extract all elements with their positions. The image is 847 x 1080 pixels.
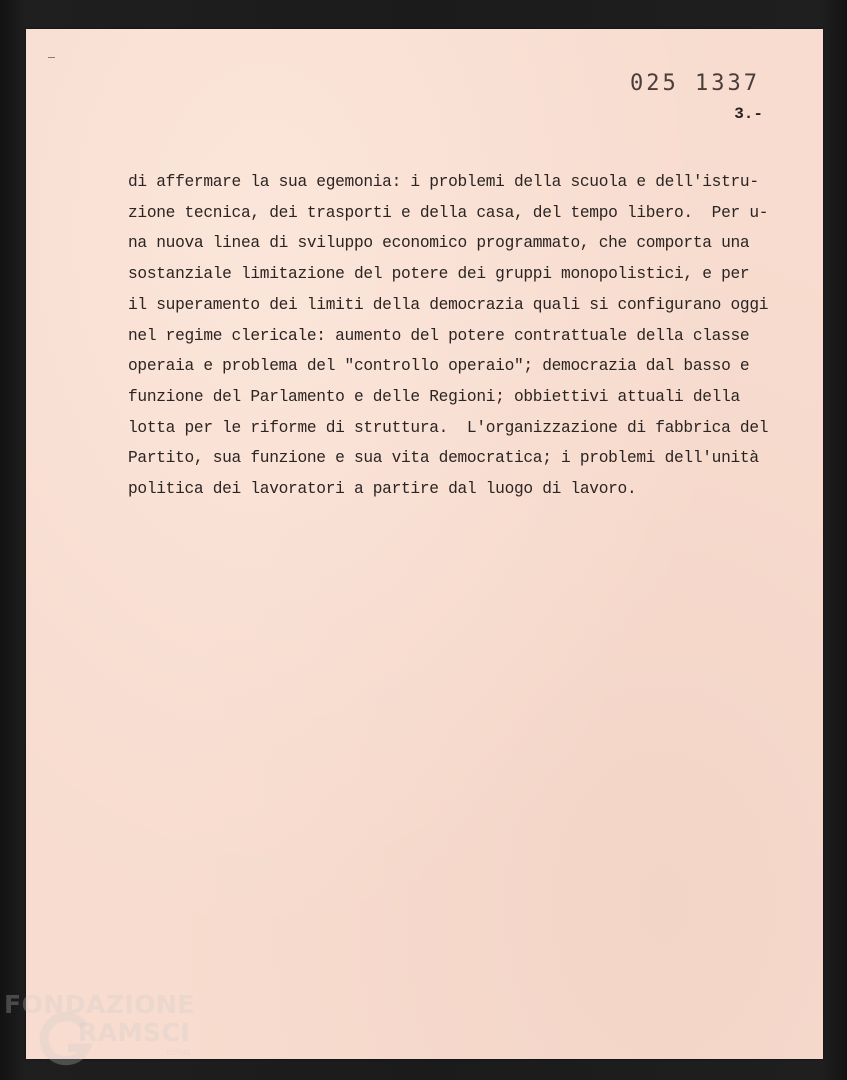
watermark-suffix: onlus [166, 1048, 191, 1058]
text-line: di affermare la sua egemonia: i problemi della scuola e dell'istru- [128, 173, 759, 191]
text-line: na nuova linea di sviluppo economico programmato, che comporta una [128, 234, 750, 253]
fondazione-gramsci-watermark [4, 990, 214, 1070]
archive-number: 025 1337 [630, 71, 760, 96]
text-line: funzione del Parlamento e delle Regioni; obbiettivi attuali della [128, 387, 740, 406]
text-line: nel regime clericale: aumento del potere contrattuale della classe [128, 326, 750, 345]
watermark-line2: RAMSCI [78, 1018, 191, 1047]
watermark-line1: FONDAZIONE [4, 990, 196, 1019]
text-line: Partito, sua funzione e sua vita democratica; i problemi dell'unità [128, 449, 759, 468]
corner-mark [48, 57, 55, 58]
text-line: zione tecnica, dei trasporti e della casa, del tempo libero. Per u- [128, 203, 769, 222]
text-line: sostanziale limitazione del potere dei gruppi monopolistici, e per [128, 265, 750, 284]
text-line: lotta per le riforme di struttura. L'organizzazione di fabbrica del [128, 418, 769, 437]
text-line: operaia e problema del "controllo operaio"; democrazia dal basso e [128, 357, 750, 376]
body-text [128, 167, 828, 505]
page-number: 3.- [734, 105, 763, 123]
typewritten-page [26, 29, 823, 1059]
text-line: politica dei lavoratori a partire dal luogo di lavoro. [128, 480, 637, 499]
text-line: il superamento dei limiti della democrazia quali si configurano oggi [128, 295, 769, 314]
